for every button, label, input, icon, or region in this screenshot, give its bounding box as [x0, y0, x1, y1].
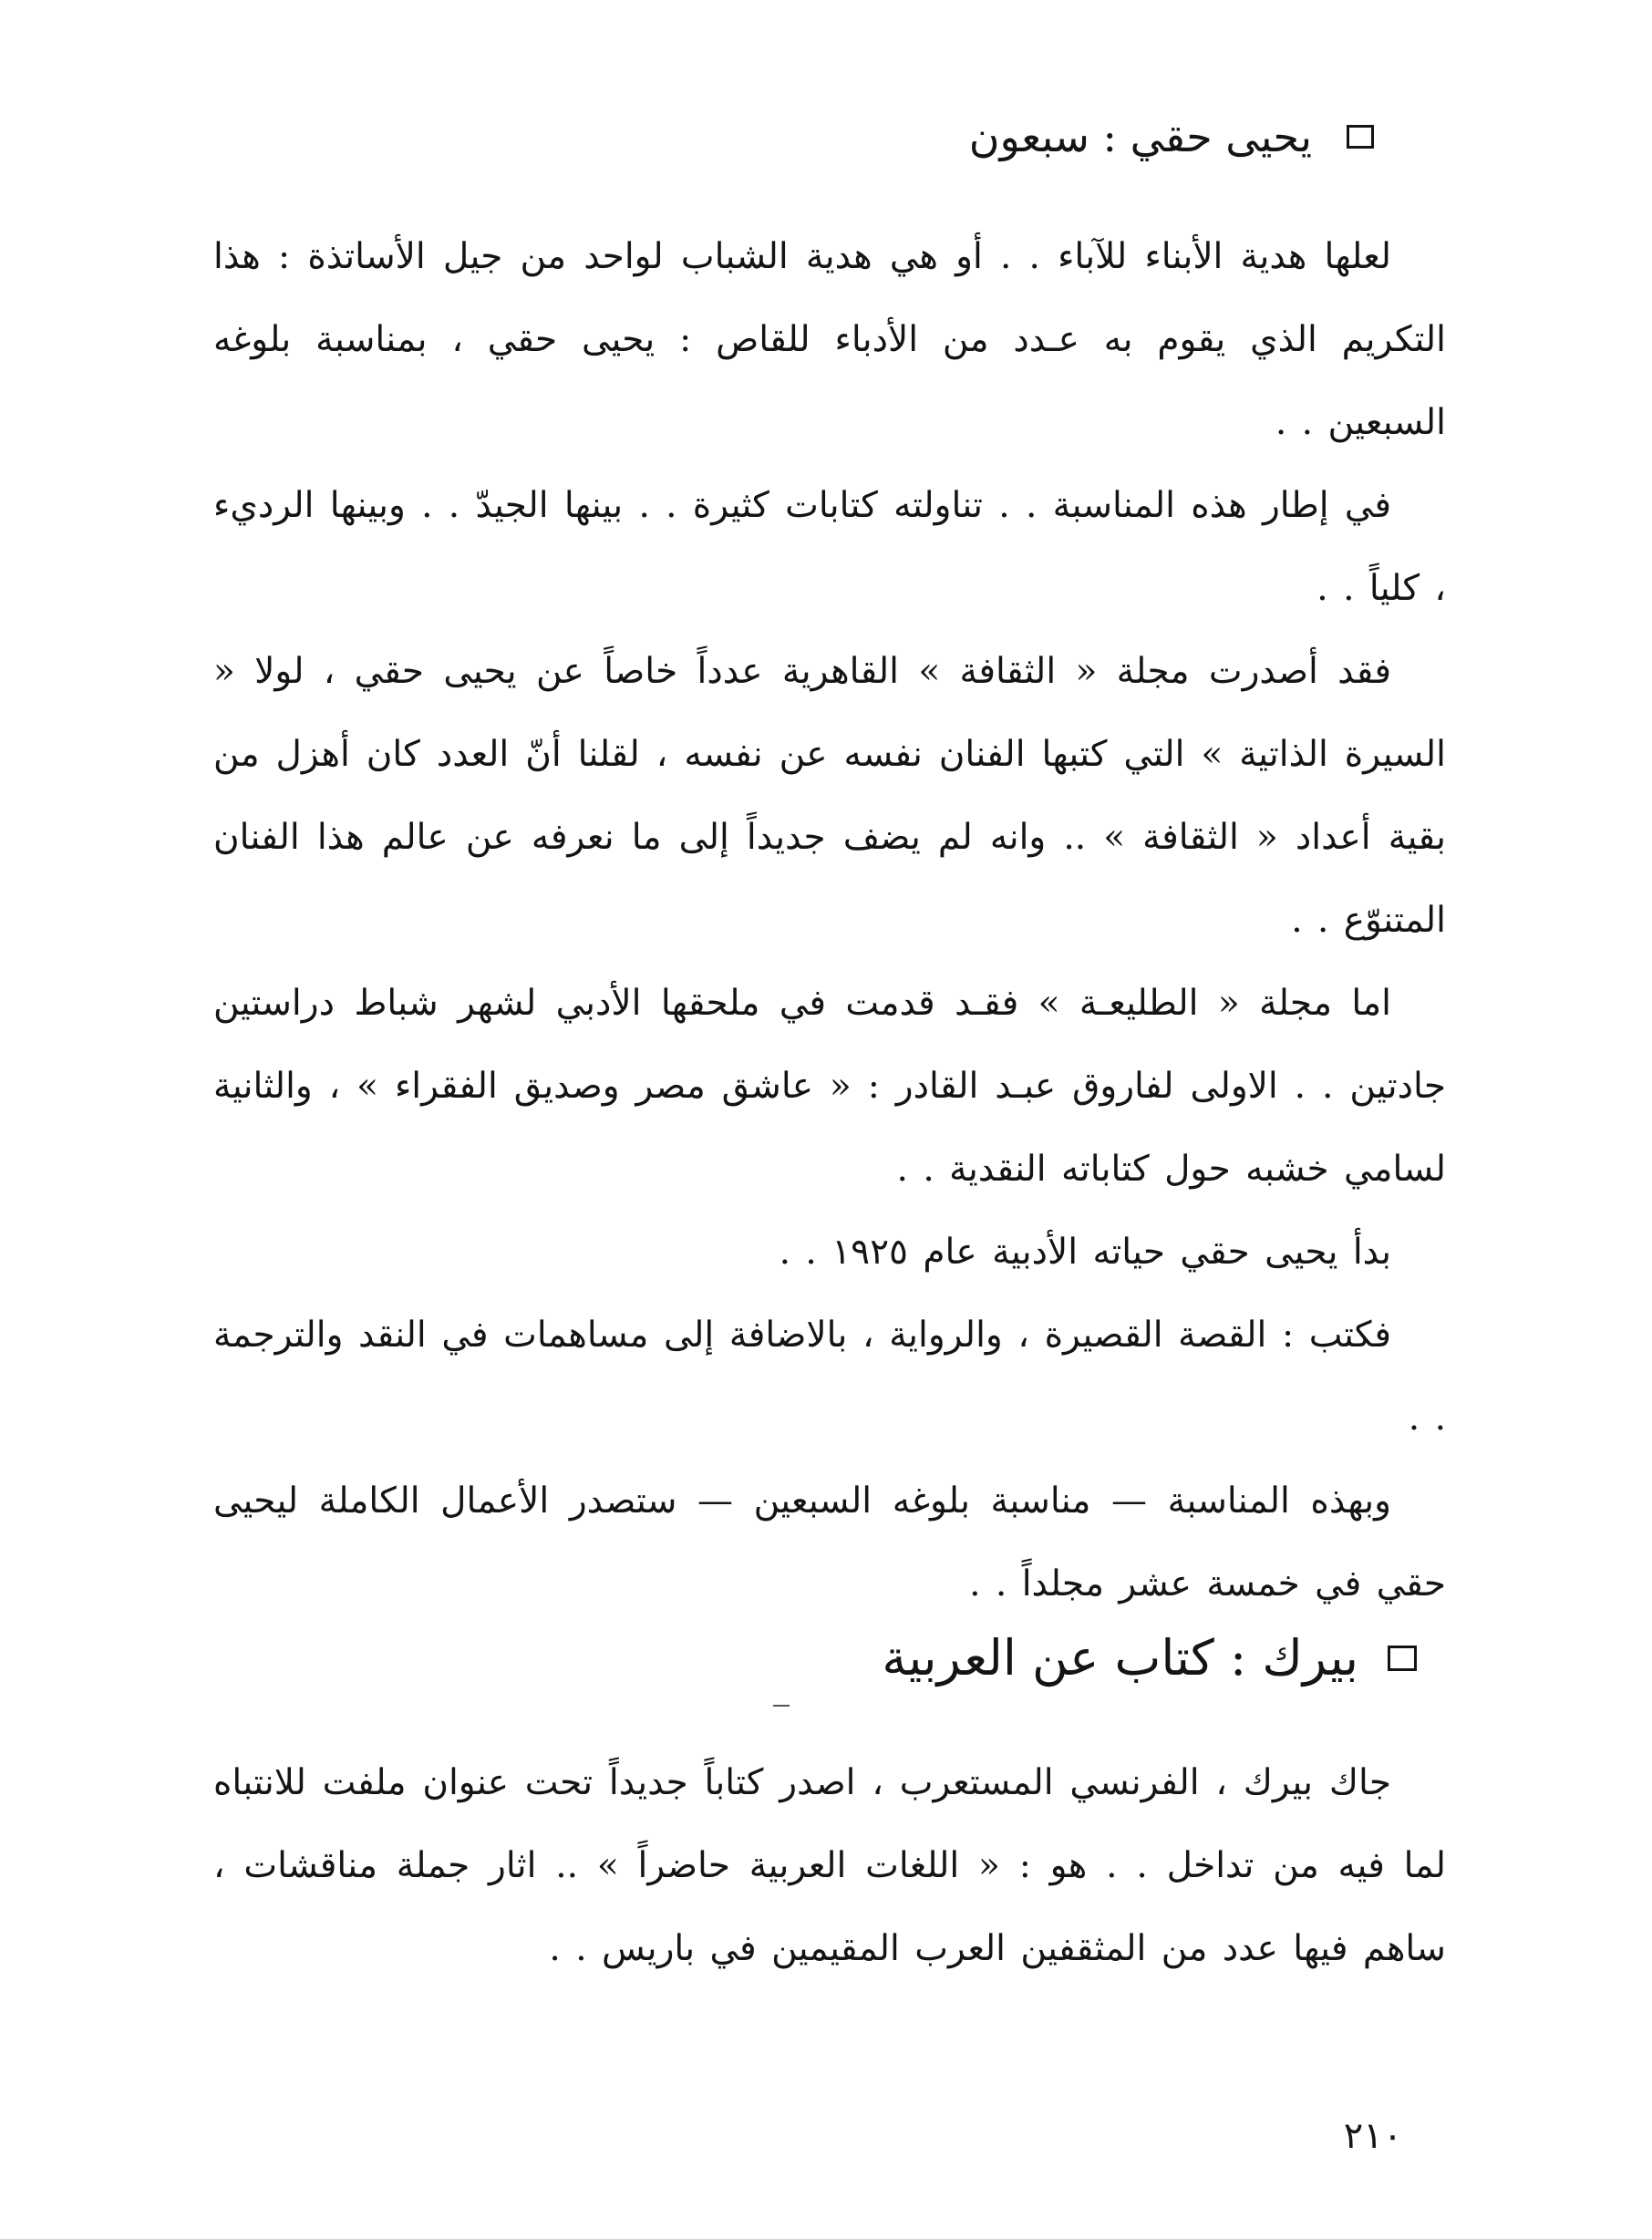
- paragraph: فقد أصدرت مجلة « الثقافة » القاهرية عدداً خاصاً عن يحيى حقي ، لولا « السيرة الذاتية » التي كتبها الفنان نفسه عن نفسه ، لقلنا أنّ العدد كان أهزل من بقية أعداد « الثقافة » .. وانه لم يضف جديداً إلى ما نعرفه عن عالم هذا الفنان المتنوّع . .: [213, 651, 1446, 941]
- page-number: ٢١٠: [1343, 2115, 1403, 2157]
- section-heading-text: بيرك : كتاب عن العربية: [882, 1629, 1358, 1687]
- section-body-berque: [213, 1741, 1446, 1990]
- section-heading-yahya-haqqi: [969, 108, 1374, 166]
- paragraph: لعلها هدية الأبناء للآباء . . أو هي هدية الشباب لواحد من جيل الأساتذة : هذا التكريم الذي يقوم به عـدد من الأدباء للقاص : يحيى حقي ، بمناسبة بلوغه السبعين . .: [213, 236, 1446, 443]
- paragraph: اما مجلة « الطليعـة » فقـد قدمت في ملحقها الأدبي لشهر شباط دراستين جادتين . . الاولى لفاروق عبـد القادر : « عاشق مصر وصديق الفقراء » ، والثانية لسامي خشبه حول كتاباته النقدية . .: [213, 983, 1446, 1190]
- paragraph: بدأ يحيى حقي حياته الأدبية عام ١٩٢٥ . .: [779, 1232, 1391, 1273]
- section-heading-text: يحيى حقي : سبعون: [968, 112, 1312, 161]
- section-heading-berque: [882, 1624, 1417, 1693]
- section-body-yahya-haqqi: [213, 215, 1446, 1625]
- heading-underline-mark: [773, 1705, 790, 1707]
- paragraph: في إطار هذه المناسبة . . تناولته كتابات كثيرة . . بينها الجيدّ . . وبينها الرديء ، كلياً . .: [213, 485, 1446, 609]
- square-bullet-icon: [1347, 125, 1374, 149]
- paragraph: فكتب : القصة القصيرة ، والرواية ، بالاضافة إلى مساهمات في النقد والترجمة . .: [213, 1315, 1446, 1439]
- square-bullet-icon: [1388, 1646, 1417, 1671]
- paragraph: وبهذه المناسبة — مناسبة بلوغه السبعين — ستصدر الأعمال الكاملة ليحيى حقي في خمسة عشر مجلداً . .: [213, 1481, 1446, 1604]
- paragraph: جاك بيرك ، الفرنسي المستعرب ، اصدر كتاباً جديداً تحت عنوان ملفت للانتباه لما فيه من تداخل . . هو : « اللغات العربية حاضراً » .. اثار جملة مناقشات ، ساهم فيها عدد من المثقفين العرب المقيمين في باريس . .: [213, 1762, 1446, 1969]
